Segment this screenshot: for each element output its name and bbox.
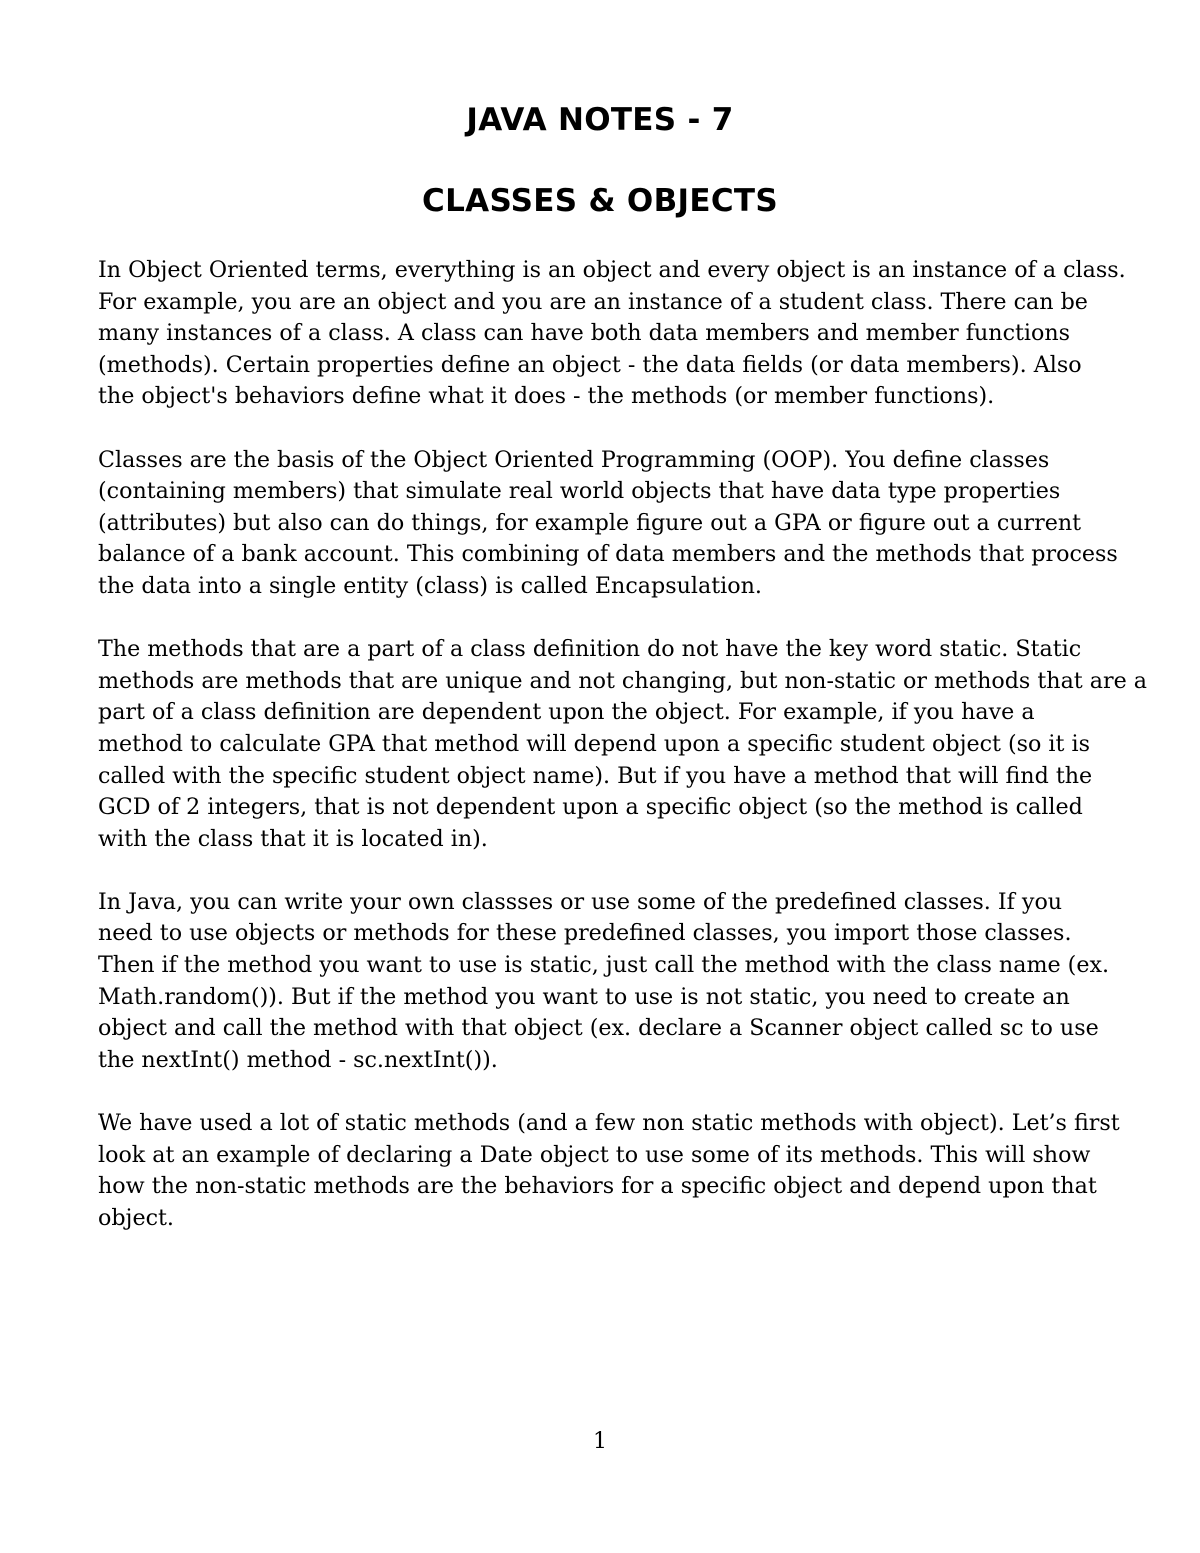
text-line: the data into a single entity (class) is called Encapsulation. bbox=[98, 572, 762, 599]
page-number: 1 bbox=[593, 1429, 607, 1454]
paragraph-3 bbox=[98, 634, 1148, 855]
text-line: how the non-static methods are the behaviors for a specific object and depend upon that bbox=[98, 1173, 1097, 1200]
text-line: method to calculate GPA that method will depend upon a specific student object (so it is bbox=[98, 730, 1090, 757]
text-line: object. bbox=[98, 1204, 174, 1231]
document-subtitle: CLASSES & OBJECTS bbox=[422, 183, 778, 219]
text-line: part of a class definition are dependent upon the object. For example, if you have a bbox=[98, 699, 1035, 726]
text-line: (attributes) but also can do things, for example figure out a GPA or figure out a current bbox=[98, 509, 1082, 536]
text-line: GCD of 2 integers, that is not dependent upon a specific object (so the method is called bbox=[98, 794, 1083, 821]
text-line: need to use objects or methods for these predefined classes, you import those classes. bbox=[98, 920, 1072, 947]
paragraph-5 bbox=[98, 1108, 1120, 1234]
text-line: The methods that are a part of a class definition do not have the key word static. Static bbox=[98, 636, 1082, 663]
text-line: balance of a bank account. This combining of data members and the methods that process bbox=[98, 541, 1118, 568]
text-line: many instances of a class. A class can have both data members and member functions bbox=[98, 320, 1071, 347]
text-line: look at an example of declaring a Date object to use some of its methods. This will show bbox=[98, 1141, 1091, 1168]
text-line: object and call the method with that object (ex. declare a Scanner object called sc to use bbox=[98, 1015, 1099, 1042]
text-line: In Object Oriented terms, everything is an object and every object is an instance of a class. bbox=[98, 257, 1126, 283]
text-line: with the class that it is located in). bbox=[98, 825, 488, 852]
text-line: (containing members) that simulate real world objects that have data type properties bbox=[98, 478, 1061, 505]
text-line: called with the specific student object name). But if you have a method that will find the bbox=[98, 762, 1093, 789]
body-text bbox=[98, 255, 1148, 1266]
text-line: the object's behaviors define what it does - the methods (or member functions). bbox=[98, 383, 995, 410]
text-line: For example, you are an object and you are an instance of a student class. There can be bbox=[98, 288, 1088, 315]
paragraph-4 bbox=[98, 887, 1108, 1077]
document-title: JAVA NOTES - 7 bbox=[466, 102, 734, 138]
text-line: (methods). Certain properties define an object - the data fields (or data members). Also bbox=[98, 351, 1082, 378]
text-line: the nextInt() method - sc.nextInt()). bbox=[98, 1046, 498, 1073]
text-line: Then if the method you want to use is static, just call the method with the class name (ex. bbox=[98, 952, 1110, 979]
text-line: In Java, you can write your own classses or use some of the predefined classes. If you bbox=[98, 888, 1063, 915]
paragraph-2 bbox=[98, 445, 1118, 603]
text-line: methods are methods that are unique and not changing, but non-static or methods that are a bbox=[98, 667, 1148, 694]
paragraph-1 bbox=[98, 255, 1126, 413]
text-line: We have used a lot of static methods (and a few non static methods with object). Let’s first bbox=[98, 1110, 1120, 1137]
text-line: Math.random()). But if the method you want to use is not static, you need to create an bbox=[98, 983, 1070, 1010]
text-line: Classes are the basis of the Object Oriented Programming (OOP). You define classes bbox=[98, 446, 1050, 473]
